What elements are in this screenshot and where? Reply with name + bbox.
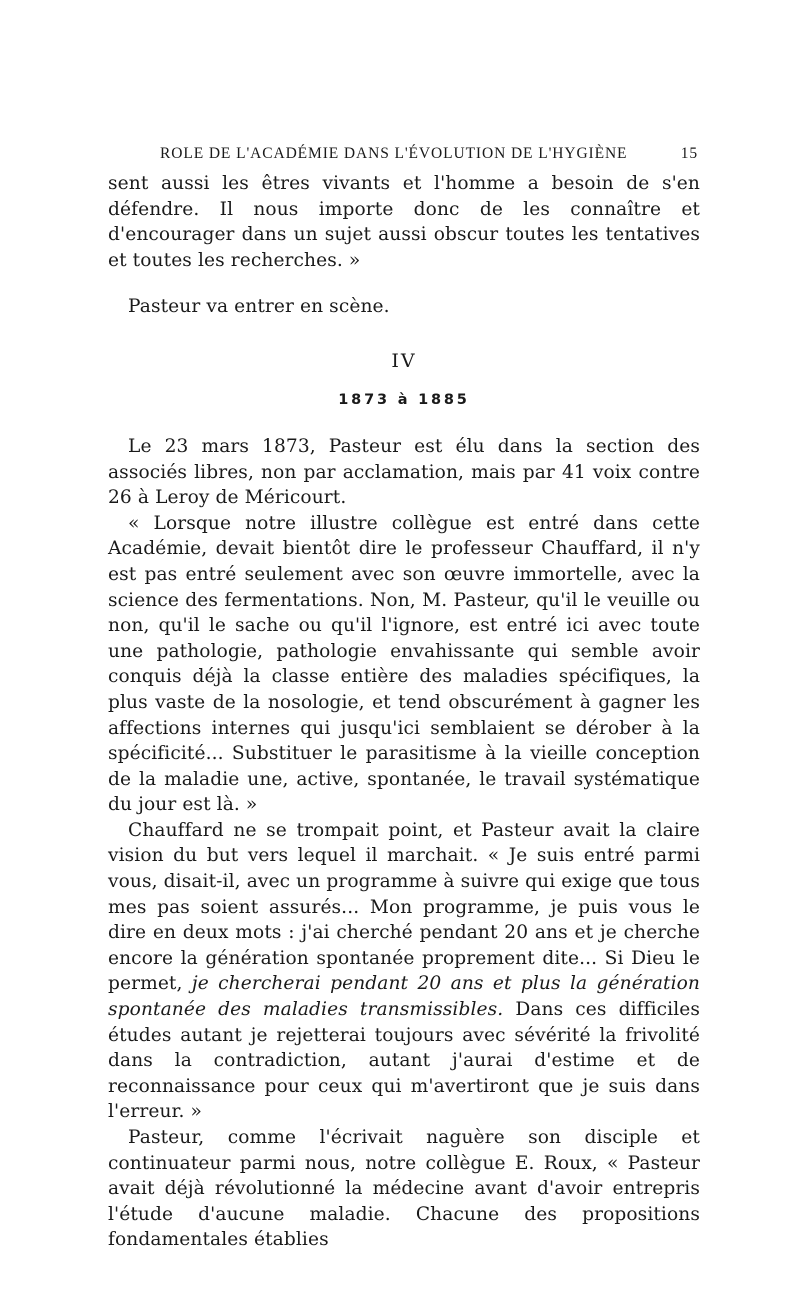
paragraph-election: Le 23 mars 1873, Pasteur est élu dans la section des associés libres, non par acclamation, mais par 41 voix contre 26 à Leroy de Méricourt.	[108, 435, 700, 509]
running-title: ROLE DE L'ACADÉMIE DANS L'ÉVOLUTION DE L'HYGIÈNE	[160, 145, 628, 162]
page-number: 15	[680, 145, 698, 162]
paragraph-pasteur-enters: Pasteur va entrer en scène.	[128, 296, 390, 318]
paragraph-continuation: sent aussi les êtres vivants et l'homme a besoin de s'en défendre. Il nous importe donc de les connaître et d'encourager dans un sujet aussi obscur toutes les tentatives et toutes les recherches. »	[108, 173, 700, 271]
program-italic-quote: je chercherai pendant 20 ans et plus la génération spontanée des maladies transmissibles.	[108, 973, 701, 1021]
section-dates: 1873 à 1885	[338, 391, 470, 408]
paragraph-program	[108, 818, 700, 1125]
paragraph-chauffard-quote: « Lorsque notre illustre collègue est entré dans cette Académie, devait bientôt dire le professeur Chauffard, il n'y est pas entré seulement avec son œuvre immortelle, avec la science des fermentations. Non, M. Pasteur, qu'il le veuille ou non, qu'il le sache ou qu'il l'ignore, est entré ici avec toute une pathologie, pathologie envahissante qui semble avoir conquis déjà la classe entière des maladies spécifiques, la plus vaste de la nosologie, et tend obscurément à gagner les affections internes qui jusqu'ici semblaient se dérober à la spécificité... Substituer le parasitisme à la vieille conception de la maladie une, active, spontanée, le travail systématique du jour est là. »	[108, 512, 700, 816]
running-head	[108, 145, 700, 171]
program-text-start: Chauffard ne se trompait point, et Pasteur avait la claire vision du but vers lequel il marchait. « Je suis entré parmi vous, disait-il, avec un programme à suivre qui exige que tous mes pas soient assurés... Mon programme, je puis vous le dire en deux mots : j'ai cherché pendant 20 ans et je cherche encore la génération spontanée proprement dite... Si Dieu le permet,	[108, 819, 700, 995]
program-text-end: Dans ces difficiles études autant je rejetterai toujours avec sévérité la frivolité dans la contradiction, autant j'aurai d'estime et de reconnaissance pour ceux qui m'avertiront que je suis dans l'erreur. »	[108, 999, 700, 1123]
section-number: IV	[391, 349, 417, 372]
book-page	[108, 145, 700, 1253]
paragraph-roux: Pasteur, comme l'écrivait naguère son disciple et continuateur parmi nous, notre collègue E. Roux, « Pasteur avait déjà révolutionné la médecine avant d'avoir entrepris l'étude d'aucune maladie. Chacune des propositions fondamentales établies	[108, 1127, 700, 1251]
